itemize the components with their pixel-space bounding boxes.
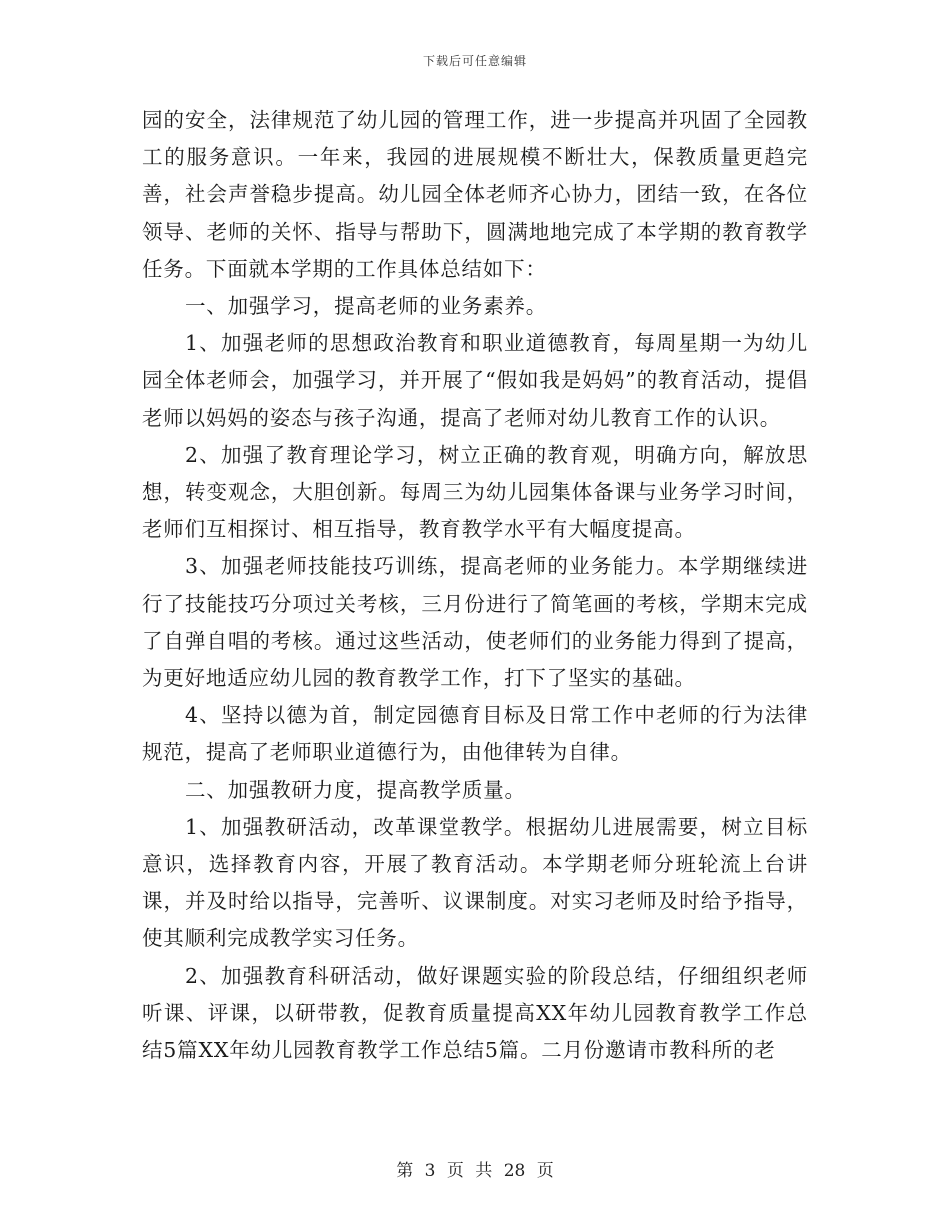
paragraph-item-4: 4、坚持以德为首，制定园德育目标及日常工作中老师的行为法律规范，提高了老师职业道德行为，由他律转为自律。 (142, 703, 808, 765)
paragraph-continuation: 园的安全，法律规范了幼儿园的管理工作，进一步提高并巩固了全园教工的服务意识。一年来，我园的进展规模不断壮大，保教质量更趋完善，社会声誉稳步提高。幼儿园全体老师齐心协力，团结一致，在各位领导、老师的关怀、指导与帮助下，圆满地地完成了本学期的教育教学任务。下面就本学期的工作具体总结如下： (142, 108, 808, 281)
paragraph-item-2: 2、加强了教育理论学习，树立正确的教育观，明确方向，解放思想，转变观念，大胆创新。每周三为幼儿园集体备课与业务学习时间，老师们互相探讨、相互指导，教育教学水平有大幅度提高。 (142, 442, 808, 542)
paragraph-item-1: 1、加强老师的思想政治教育和职业道德教育，每周星期一为幼儿园全体老师会，加强学习，并开展了“假如我是妈妈”的教育活动，提倡老师以妈妈的姿态与孩子沟通，提高了老师对幼儿教育工作的认识。 (142, 331, 808, 430)
document-body (142, 102, 808, 1069)
paragraph-item-3: 3、加强老师技能技巧训练，提高老师的业务能力。本学期继续进行了技能技巧分项过关考核，三月份进行了简笔画的考核，学期末完成了自弹自唱的考核。通过这些活动，使老师们的业务能力得到了提高，为更好地适应幼儿园的教育教学工作，打下了坚实的基础。 (142, 554, 808, 691)
page-header: 下载后可任意编辑 (422, 54, 527, 68)
section-heading-2: 二、加强教研力度，提高教学质量。 (185, 777, 526, 802)
paragraph-item-5: 1、加强教研活动，改革课堂教学。根据幼儿进展需要，树立目标意识，选择教育内容，开展了教育活动。本学期老师分班轮流上台讲课，并及时给以指导，完善听、议课制度。对实习老师及时给予指导，使其顺利完成教学实习任务。 (142, 814, 808, 951)
page-footer: 第 3 页 共 28 页 (396, 1161, 554, 1181)
section-heading-1: 一、加强学习，提高老师的业务素养。 (185, 294, 548, 319)
paragraph-item-6: 2、加强教育科研活动，做好课题实验的阶段总结，仔细组织老师听课、评课，以研带教，促教育质量提高XX年幼儿园教育教学工作总结5篇XX年幼儿园教育教学工作总结5篇。二月份邀请市教科所的老 (142, 963, 808, 1063)
